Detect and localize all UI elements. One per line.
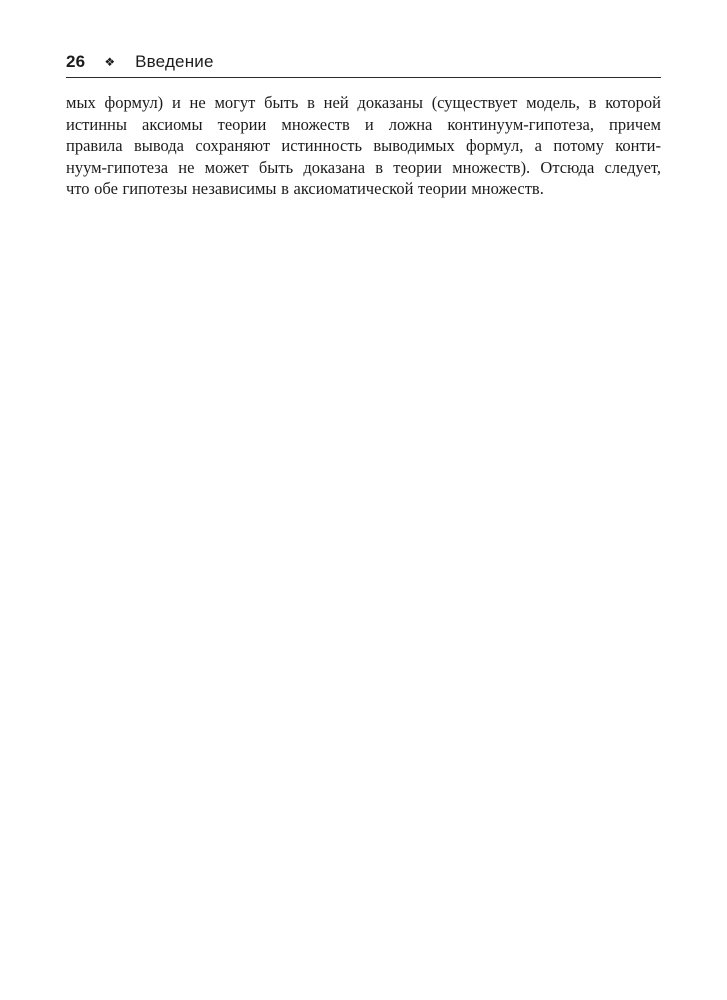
running-header [66, 52, 661, 78]
paragraph [66, 92, 661, 200]
diamond-icon: ❖ [104, 55, 116, 69]
paragraph-line: нуум-гипотеза не может быть доказана в теории множеств). Отсюда следует, [66, 157, 661, 177]
paragraph-line: мых формул) и не могут быть в ней доказаны (существует модель, в которой [66, 93, 661, 112]
paragraph-line: правила вывода сохраняют истинность выводимых формул, а потому конти- [66, 136, 661, 156]
page-number: 26 [66, 52, 86, 71]
paragraph-line: что обе гипотезы независимы в аксиоматической теории множеств. [66, 179, 544, 199]
section-title: Введение [135, 52, 214, 71]
paragraph-line: истинны аксиомы теории множеств и ложна континуум-гипотеза, причем [66, 114, 661, 134]
page-content [66, 0, 661, 200]
